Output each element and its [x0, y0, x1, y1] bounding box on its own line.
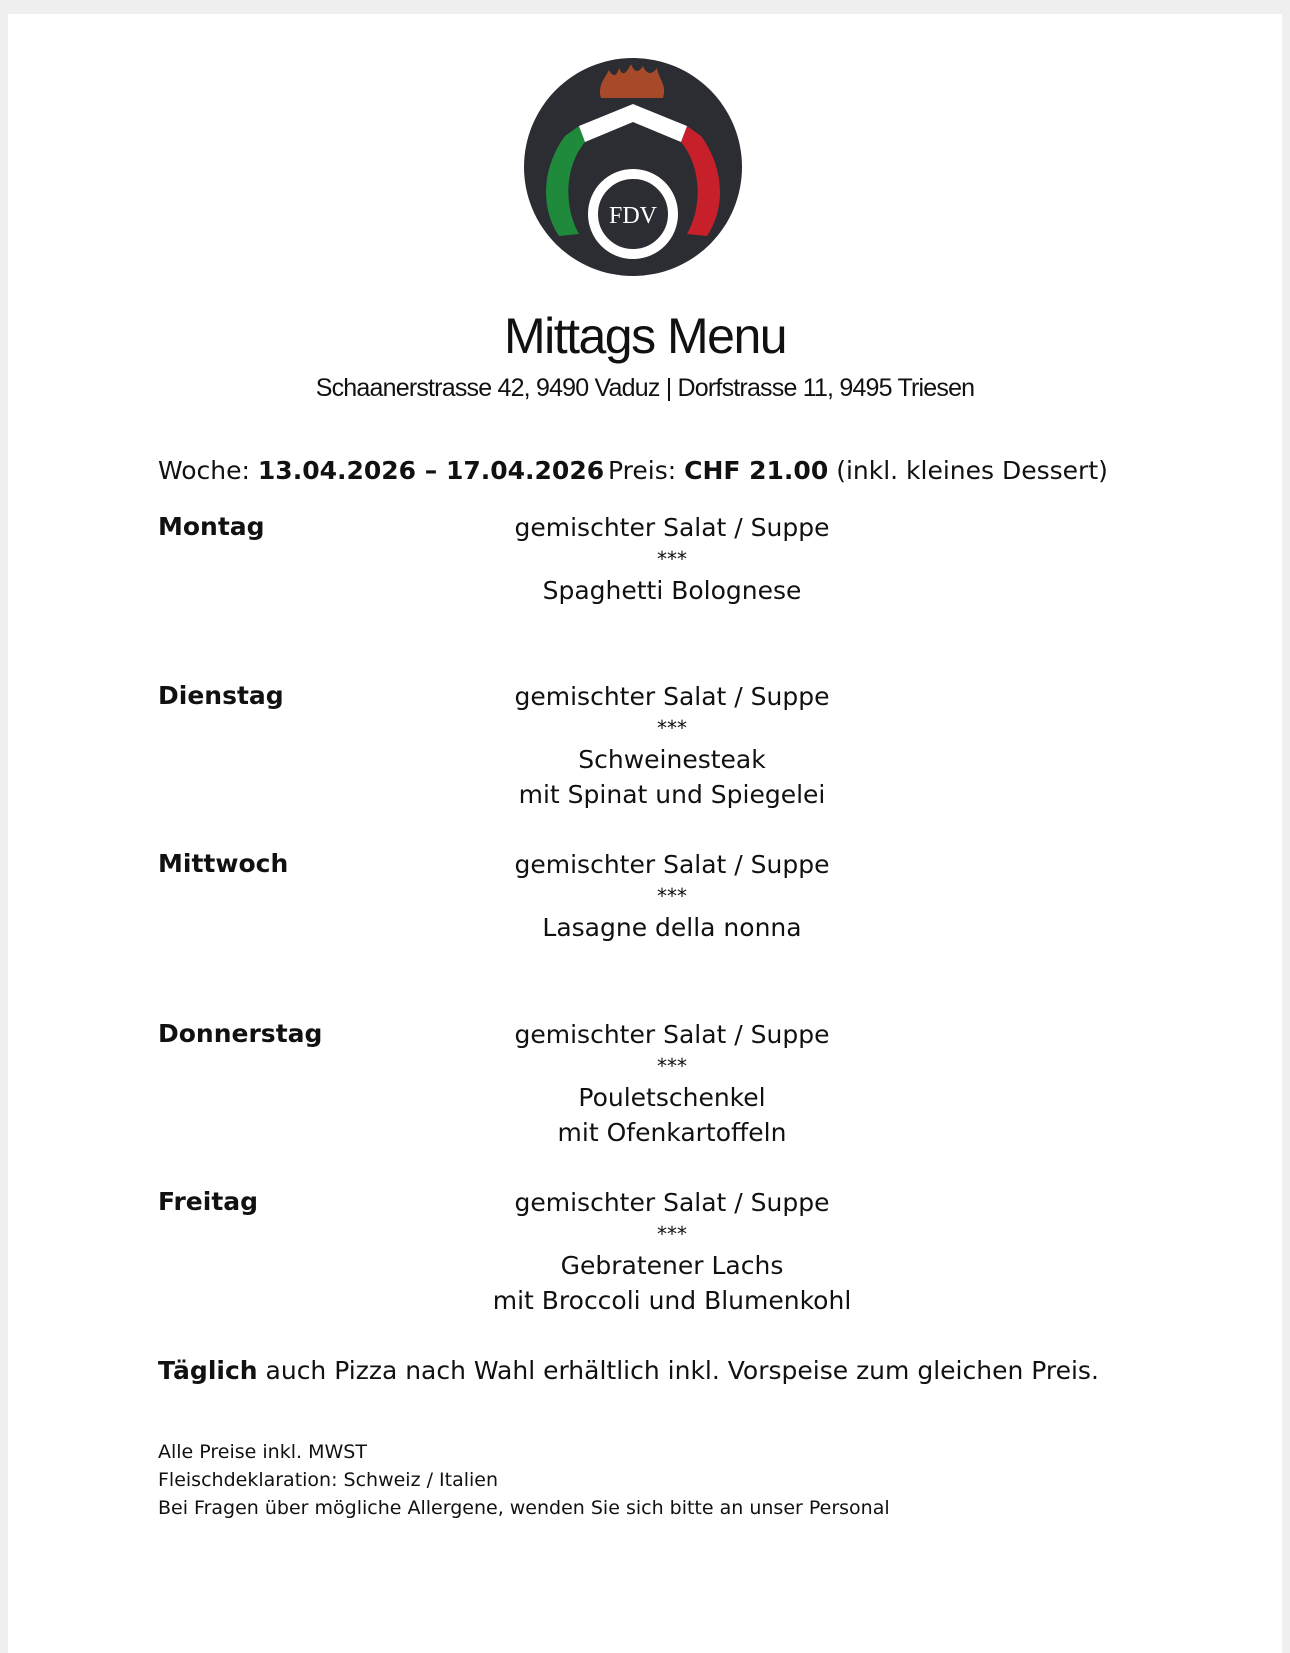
main-dish-line: mit Spinat und Spiegelei — [518, 780, 826, 809]
day-menu-montag — [388, 510, 956, 608]
footnote-vat: Alle Preise inkl. MWST — [158, 1441, 367, 1463]
address-line: Schaanerstrasse 42, 9490 Vaduz | Dorfstrasse 11, 9495 Triesen — [315, 374, 975, 402]
menu-page — [8, 14, 1282, 1653]
starter: gemischter Salat / Suppe — [514, 1020, 830, 1049]
main-dish-line: mit Ofenkartoffeln — [557, 1118, 787, 1147]
day-name-mittwoch: Mittwoch — [158, 849, 289, 878]
day-name-montag: Montag — [158, 512, 265, 541]
week-range: 13.04.2026 – 17.04.2026 — [257, 456, 605, 485]
separator: *** — [657, 1054, 687, 1078]
main-dish-line: Lasagne della nonna — [542, 913, 802, 942]
main-dish-line: Pouletschenkel — [578, 1083, 766, 1112]
daily-pizza-note — [158, 1354, 1099, 1388]
day-name-freitag: Freitag — [158, 1187, 259, 1216]
footnote-meat-origin: Fleischdeklaration: Schweiz / Italien — [158, 1469, 499, 1491]
main-dish-line: Spaghetti Bolognese — [542, 576, 802, 605]
day-name-dienstag: Dienstag — [158, 681, 284, 710]
week-label: Woche: — [158, 456, 250, 485]
main-dish-line: Schweinesteak — [578, 745, 766, 774]
day-name-donnerstag: Donnerstag — [158, 1019, 323, 1048]
restaurant-logo — [521, 56, 745, 278]
separator: *** — [657, 1222, 687, 1246]
separator: *** — [657, 884, 687, 908]
starter: gemischter Salat / Suppe — [514, 513, 830, 542]
price-info — [608, 454, 1108, 488]
daily-text: auch Pizza nach Wahl erhältlich inkl. Vorspeise zum gleichen Preis. — [257, 1356, 1099, 1385]
page-title: Mittags Menu — [503, 308, 787, 364]
separator: *** — [657, 547, 687, 571]
daily-label: Täglich — [158, 1356, 258, 1385]
logo-text: FDV — [608, 203, 658, 229]
starter: gemischter Salat / Suppe — [514, 1188, 830, 1217]
day-menu-freitag — [388, 1185, 956, 1318]
starter: gemischter Salat / Suppe — [514, 850, 830, 879]
separator: *** — [657, 716, 687, 740]
day-menu-donnerstag — [388, 1017, 956, 1150]
price-note: (inkl. kleines Dessert) — [836, 456, 1108, 485]
footnotes — [158, 1438, 890, 1522]
week-info — [158, 454, 604, 488]
price-value: CHF 21.00 — [684, 456, 829, 485]
starter: gemischter Salat / Suppe — [514, 682, 830, 711]
day-menu-mittwoch — [388, 847, 956, 945]
main-dish-line: Gebratener Lachs — [560, 1251, 784, 1280]
main-dish-line: mit Broccoli und Blumenkohl — [492, 1286, 852, 1315]
footnote-allergens: Bei Fragen über mögliche Allergene, wenden Sie sich bitte an unser Personal — [158, 1497, 890, 1519]
day-menu-dienstag — [388, 679, 956, 812]
price-label: Preis: — [608, 456, 677, 485]
